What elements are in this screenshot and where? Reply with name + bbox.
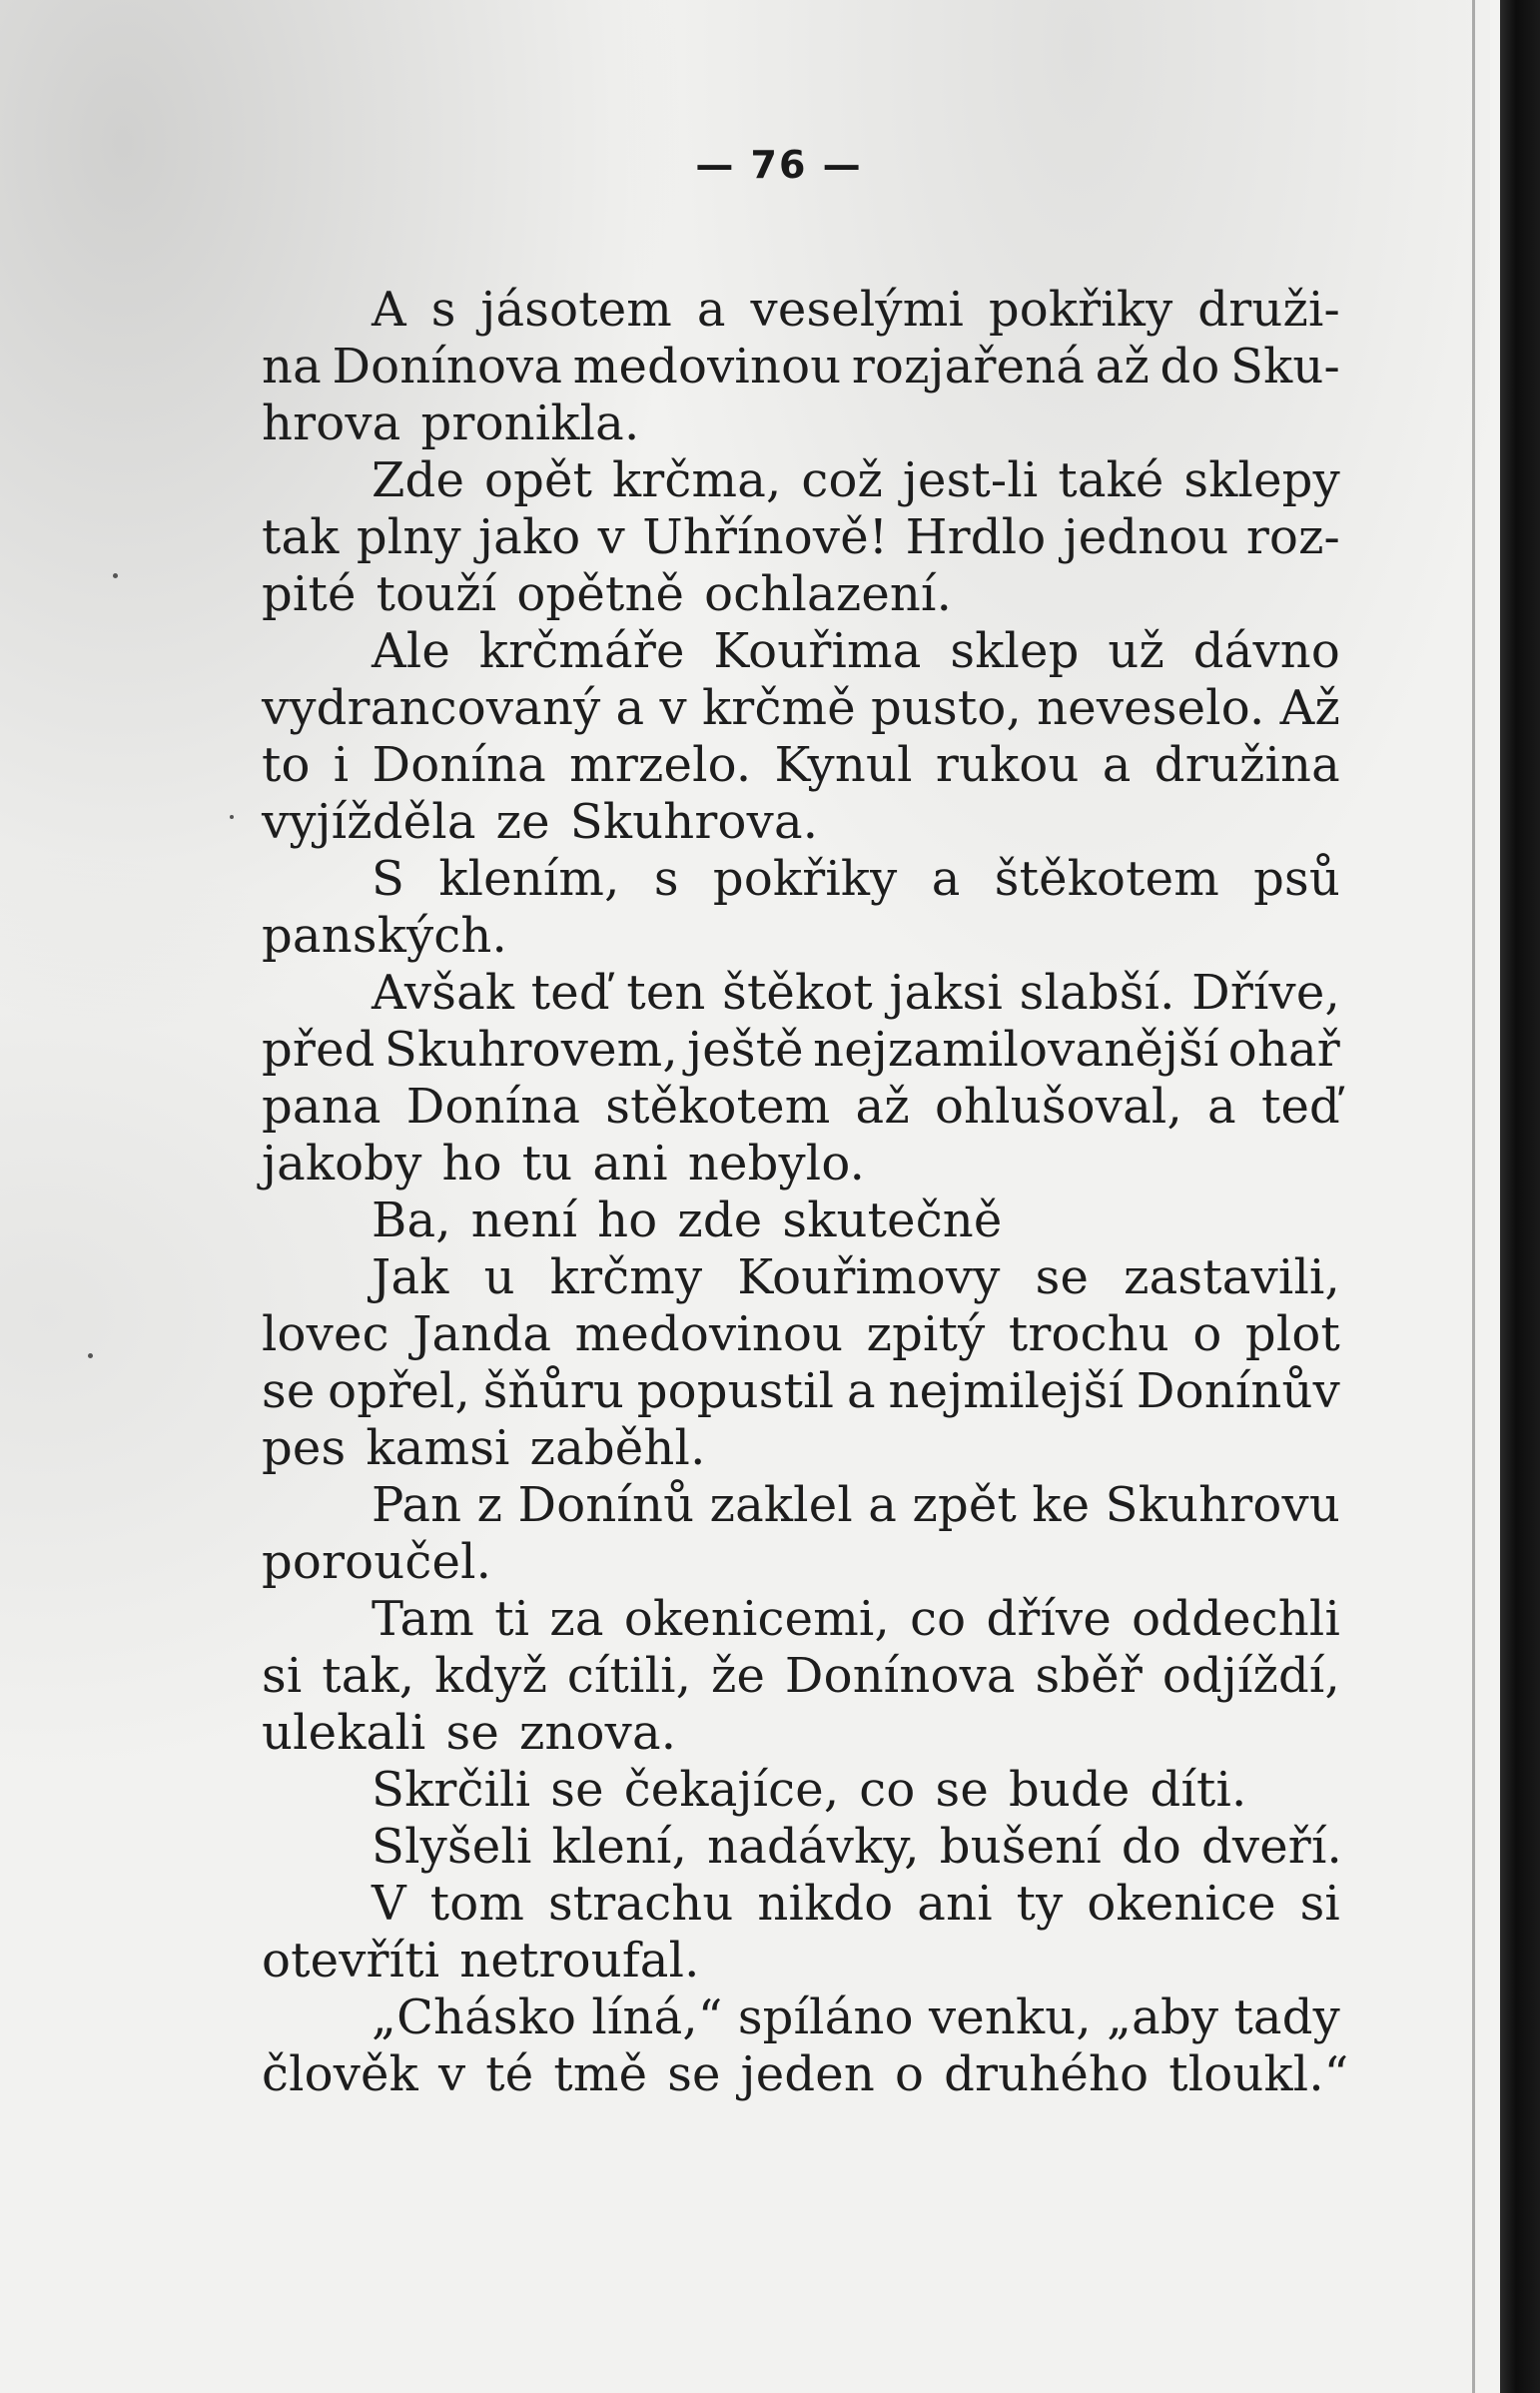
word: si [1299, 1876, 1340, 1932]
word: lovec [262, 1306, 389, 1362]
text-line [262, 1990, 1340, 2046]
text-line [262, 1705, 1340, 1762]
word: štěkot [722, 965, 873, 1021]
word: jásotem [480, 282, 673, 338]
word: „Chásko [372, 1990, 577, 2045]
word: čekajíce, [623, 1762, 840, 1818]
word: Avšak [372, 965, 515, 1021]
word: i [333, 737, 350, 793]
word: šňůru [482, 1363, 625, 1419]
text-line [262, 1249, 1340, 1306]
word: a [931, 851, 961, 907]
word: Ale [372, 623, 451, 679]
word: až [855, 1079, 910, 1135]
page-number: — 76 — [695, 143, 863, 187]
word: tom [429, 1876, 525, 1932]
text-line [262, 1306, 1340, 1363]
word: ochlazení. [704, 566, 953, 622]
word: se [550, 1762, 604, 1818]
word: o [1192, 1306, 1222, 1362]
word: člověk [262, 2046, 418, 2102]
word: znova. [518, 1705, 677, 1761]
word: s [430, 282, 456, 338]
word: roz- [1245, 509, 1340, 565]
text-line [262, 1534, 1340, 1591]
word: a [1102, 737, 1132, 793]
word: jako [478, 509, 581, 565]
text-line [262, 680, 1340, 737]
word: tu [521, 1136, 573, 1192]
word: se [1035, 1249, 1090, 1305]
word: ani [917, 1876, 993, 1932]
text-line [262, 1420, 1340, 1477]
word: Skuhrovem, [384, 1022, 678, 1078]
word: krčmáře [478, 623, 685, 679]
word: trochu [1008, 1306, 1169, 1362]
word: touží [376, 566, 497, 622]
word: díti. [1150, 1762, 1247, 1818]
word: nebylo. [687, 1136, 866, 1192]
word: co [859, 1762, 916, 1818]
word: před [262, 1022, 376, 1078]
word: kamsi [366, 1420, 510, 1476]
word: jeden [740, 2046, 875, 2102]
word: poroučel. [262, 1534, 492, 1590]
word: což [801, 452, 884, 508]
word: nadávky, [707, 1819, 920, 1875]
word: Donínů [517, 1477, 695, 1533]
word: pusto, [871, 680, 1022, 736]
word: sklep [950, 623, 1080, 679]
word: zaběhl. [529, 1420, 706, 1476]
word: jednou [1063, 509, 1229, 565]
word: ohař [1227, 1022, 1340, 1078]
word: Skuhrova. [569, 794, 819, 850]
word: Donína [372, 737, 546, 793]
word: Dříve, [1191, 965, 1340, 1021]
word: družina [1154, 737, 1340, 793]
word: zde [677, 1193, 763, 1248]
word: Zde [372, 452, 465, 508]
word: S [372, 851, 405, 907]
word: v [659, 680, 687, 736]
word: jaksi [889, 965, 1004, 1021]
word: vydrancovaný [262, 680, 601, 736]
text-line [262, 452, 1340, 509]
word: nejmilejší [888, 1363, 1125, 1419]
text-line [262, 1933, 1340, 1990]
word: medovinou [574, 1306, 844, 1362]
word: bušení [939, 1819, 1102, 1875]
word: Jak [372, 1249, 449, 1305]
word: co [910, 1591, 967, 1647]
word: ani [592, 1136, 668, 1192]
word: pokřiky [712, 851, 898, 907]
word: to [262, 737, 311, 793]
text-line [262, 1193, 1340, 1249]
word: se [262, 1363, 316, 1419]
word: krčma, [611, 452, 782, 508]
word: pité [262, 566, 357, 622]
word: oddechli [1132, 1591, 1340, 1647]
word: rukou [935, 737, 1080, 793]
word: plny [356, 509, 461, 565]
word: tady [1233, 1990, 1340, 2045]
word: popustil [636, 1363, 835, 1419]
text-line [262, 1477, 1340, 1534]
text-line [262, 339, 1340, 396]
paper-speck [113, 573, 118, 578]
word: okenicemi, [623, 1591, 890, 1647]
word: opětně [516, 566, 685, 622]
text-line [262, 1762, 1340, 1819]
word: tak, [322, 1648, 415, 1704]
word: panských. [262, 908, 507, 964]
word: dávno [1192, 623, 1340, 679]
word: štěkotem [994, 851, 1219, 907]
word: veselými [750, 282, 965, 338]
word: spíláno [737, 1990, 914, 2045]
word: ho [441, 1136, 502, 1192]
word: když [434, 1648, 548, 1704]
word: ke [1032, 1477, 1091, 1533]
text-line [262, 1022, 1340, 1079]
text-line [262, 965, 1340, 1022]
text-line [262, 1591, 1340, 1648]
word: a [1207, 1079, 1236, 1135]
word: V [372, 1876, 406, 1932]
word: mrzelo. [569, 737, 752, 793]
word: ohlušoval, [934, 1079, 1182, 1135]
paper-speck [88, 1353, 93, 1358]
word: opět [483, 452, 593, 508]
word: bude [1008, 1762, 1131, 1818]
word: skutečně [782, 1193, 1003, 1248]
word: nejzamilovanější [813, 1022, 1219, 1078]
text-line [262, 1876, 1340, 1933]
word: ti [494, 1591, 530, 1647]
body-text [262, 282, 1349, 2103]
word: odjíždí, [1161, 1648, 1340, 1704]
text-line [262, 1819, 1340, 1876]
word: Ba, [372, 1193, 451, 1248]
word: ulekali [262, 1705, 426, 1761]
word: líná,“ [591, 1990, 723, 2045]
word: Hrdlo [905, 509, 1047, 565]
word: medovinou [572, 339, 842, 395]
word: už [1108, 623, 1164, 679]
word: Donínův [1136, 1363, 1340, 1419]
word: také [1058, 452, 1164, 508]
word: pes [262, 1420, 347, 1476]
paper-speck [230, 815, 234, 819]
word: krčmy [549, 1249, 703, 1305]
word: otevříti [262, 1933, 440, 1989]
text-line [262, 1363, 1340, 1420]
word: plot [1244, 1306, 1340, 1362]
word: druži- [1197, 282, 1340, 338]
word: a [868, 1477, 898, 1533]
word: Tam [372, 1591, 475, 1647]
word: Donínova [784, 1648, 1016, 1704]
word: o [895, 2046, 925, 2102]
word: na [262, 339, 322, 395]
word: nikdo [757, 1876, 894, 1932]
word: psů [1253, 851, 1340, 907]
word: klením, [438, 851, 620, 907]
word: Donína [405, 1079, 581, 1135]
word: pana [262, 1079, 382, 1135]
word: Kouřimovy [737, 1249, 1001, 1305]
word: „aby [1107, 1990, 1219, 2045]
text-line [262, 851, 1340, 908]
text-line [262, 282, 1340, 339]
word: a [615, 680, 645, 736]
word: Skuhrovu [1105, 1477, 1340, 1533]
word: cítili, [566, 1648, 692, 1704]
word: klení, [551, 1819, 688, 1875]
word: krčmě [702, 680, 856, 736]
word: okenice [1087, 1876, 1276, 1932]
word: v [437, 2046, 466, 2102]
word: slabší. [1019, 965, 1175, 1021]
word: dveří. [1200, 1819, 1342, 1875]
word: s [653, 851, 679, 907]
book-spine-edge [1490, 0, 1540, 2393]
text-line [262, 1079, 1340, 1136]
word: Pan [372, 1477, 462, 1533]
word: není [470, 1193, 578, 1248]
word: jest-li [902, 452, 1039, 508]
text-line [262, 509, 1340, 566]
word: zpět [912, 1477, 1017, 1533]
word: stěkotem [605, 1079, 831, 1135]
word: a [696, 282, 726, 338]
text-line [262, 396, 1340, 452]
word: až [1095, 339, 1150, 395]
text-line [262, 2046, 1349, 2103]
word: teď [1260, 1079, 1340, 1135]
binding-shadow [1472, 0, 1475, 2393]
word: Donínova [332, 339, 563, 395]
word: si [262, 1648, 303, 1704]
word: za [549, 1591, 604, 1647]
word: Sku- [1230, 339, 1340, 395]
word: jakoby [262, 1136, 422, 1192]
word: se [667, 2046, 721, 2102]
text-line [262, 908, 1340, 965]
word: A [372, 282, 406, 338]
word: tmě [553, 2046, 648, 2102]
word: teď [530, 965, 610, 1021]
word: Kouřima [713, 623, 922, 679]
word: Uhřínově! [642, 509, 889, 565]
word: opřel, [328, 1363, 470, 1419]
word: tloukl.“ [1168, 2046, 1349, 2102]
word: dříve [986, 1591, 1112, 1647]
word: v [597, 509, 625, 565]
word: se [445, 1705, 499, 1761]
word: pokřiky [988, 282, 1173, 338]
word: se [935, 1762, 989, 1818]
word: druhého [944, 2046, 1150, 2102]
word: rozjařená [851, 339, 1086, 395]
word: vyjížděla [262, 794, 476, 850]
word: ze [495, 794, 550, 850]
word: ho [597, 1193, 658, 1248]
word: Skrčili [372, 1762, 531, 1818]
word: tak [262, 509, 340, 565]
word: strachu [547, 1876, 734, 1932]
text-line [262, 737, 1340, 794]
word: že [710, 1648, 766, 1704]
word: Kynul [774, 737, 913, 793]
word: neveselo. [1037, 680, 1265, 736]
word: zaklel [709, 1477, 853, 1533]
word: sklepy [1183, 452, 1340, 508]
text-line [262, 1648, 1340, 1705]
word: a [846, 1363, 876, 1419]
word: ještě [687, 1022, 804, 1078]
word: zastavili, [1124, 1249, 1340, 1305]
word: do [1159, 339, 1220, 395]
text-line [262, 623, 1340, 680]
text-line [262, 566, 1340, 623]
word: Janda [412, 1306, 552, 1362]
word: zpitý [866, 1306, 986, 1362]
word: ten [626, 965, 706, 1021]
word: venku, [928, 1990, 1092, 2045]
word: sběř [1035, 1648, 1144, 1704]
word: z [476, 1477, 503, 1533]
text-line [262, 794, 1340, 851]
word: u [483, 1249, 515, 1305]
word: Až [1279, 680, 1340, 736]
word: do [1121, 1819, 1181, 1875]
word: hrova [262, 396, 401, 451]
word: pronikla. [420, 396, 640, 451]
word: té [485, 2046, 534, 2102]
word: netroufal. [459, 1933, 700, 1989]
word: Slyšeli [372, 1819, 532, 1875]
word: ty [1016, 1876, 1064, 1932]
text-line [262, 1136, 1340, 1193]
